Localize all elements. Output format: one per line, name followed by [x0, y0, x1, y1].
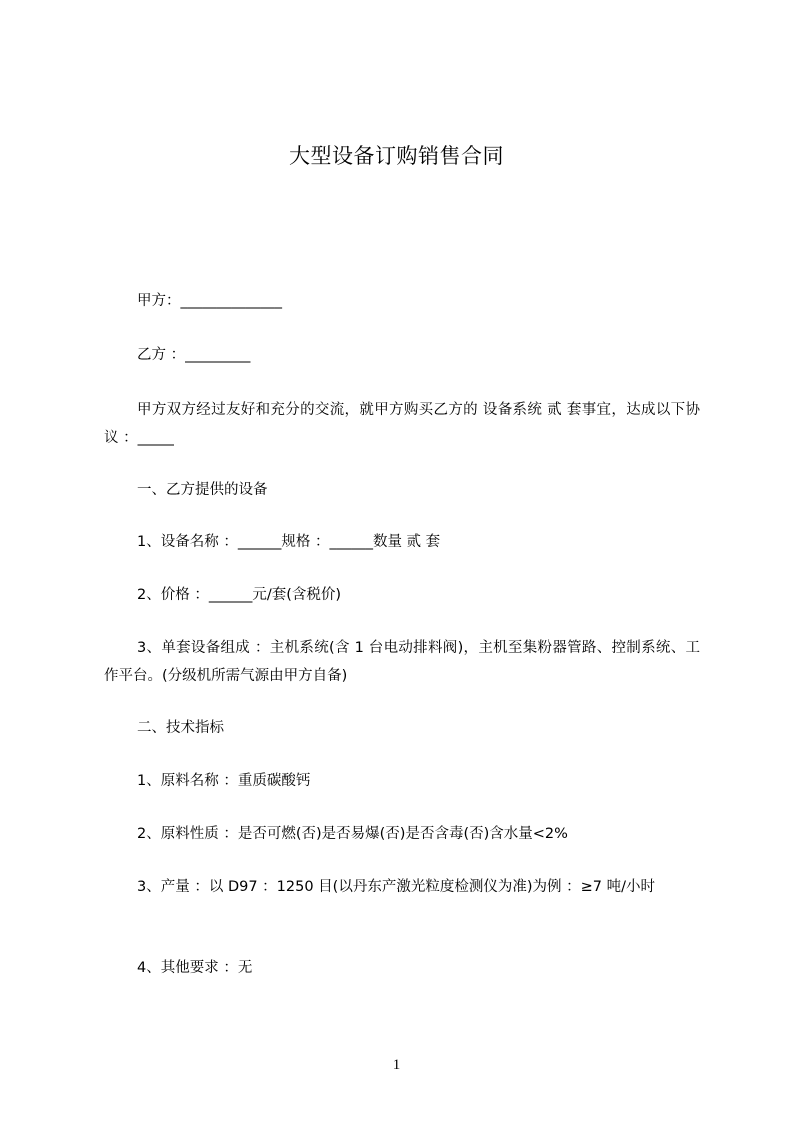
intro-paragraph: 甲方双方经过友好和充分的交流，就甲方购买乙方的 设备系统 贰 套事宜，达成以下协议 ：_____ — [104, 402, 700, 446]
output-paragraph: 3、产量 ：以 D97 ：1250 目(以丹东产激光粒度检测仪为准)为例 ：≥7 吨/小时 — [137, 879, 655, 895]
party-a-line: 甲方：______________ — [137, 293, 282, 309]
contract-title: 大型设备订购销售合同 — [289, 144, 504, 168]
other-requirements-line: 4、其他要求 ：无 — [137, 960, 253, 976]
material-properties-line: 2、原料性质 ：是否可燃(否)是否易爆(否)是否含毒(否)含水量<2% — [137, 826, 568, 842]
material-name-line: 1、原料名称 ：重质碳酸钙 — [137, 773, 311, 789]
party-b-line: 乙方 ：_________ — [137, 347, 251, 363]
section-1-heading: 一、乙方提供的设备 — [137, 482, 268, 498]
page-number: 1 — [392, 1057, 401, 1073]
equipment-name-line: 1、设备名称 ：______规格 ：______数量 贰 套 — [137, 534, 441, 550]
equipment-composition-paragraph: 3、单套设备组成 ：主机系统(含 1 台电动排料阀)，主机至集粉器管路、控制系统、工作平台。(分级机所需气源由甲方自备) — [104, 640, 700, 684]
price-line: 2、价格 ：______元/套(含税价) — [137, 587, 342, 603]
section-2-heading: 二、技术指标 — [137, 720, 224, 736]
